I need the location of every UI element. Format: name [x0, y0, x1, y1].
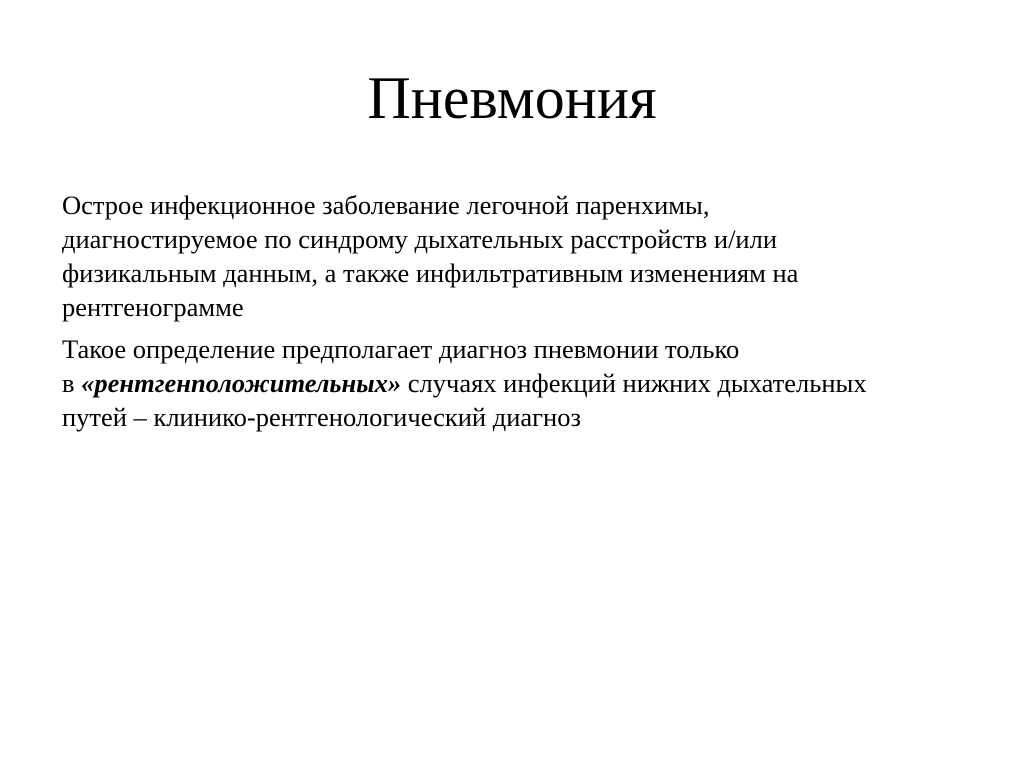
definition-line-1: Острое инфекционное заболевание легочной паренхимы, — [62, 190, 710, 220]
note-paragraph — [62, 332, 962, 434]
slide-body — [62, 188, 962, 434]
note-line-2-suffix: случаях инфекций нижних дыхательных — [401, 368, 867, 398]
definition-paragraph — [62, 188, 962, 324]
emphasis-term: «рентгенположительных» — [81, 368, 402, 398]
definition-line-2: диагностируемое по синдрому дыхательных расстройств и/или — [62, 224, 778, 254]
definition-line-3: физикальным данным, а также инфильтративным изменениям на — [62, 258, 799, 288]
note-line-2-prefix: в — [62, 368, 82, 398]
note-line-1: Такое определение предполагает диагноз пневмонии только — [62, 334, 740, 364]
note-line-2 — [62, 366, 962, 400]
note-line-3: путей – клинико-рентгенологический диагноз — [62, 402, 581, 432]
slide-title: Пневмония — [367, 65, 657, 131]
definition-line-4: рентгенограмме — [62, 292, 244, 322]
